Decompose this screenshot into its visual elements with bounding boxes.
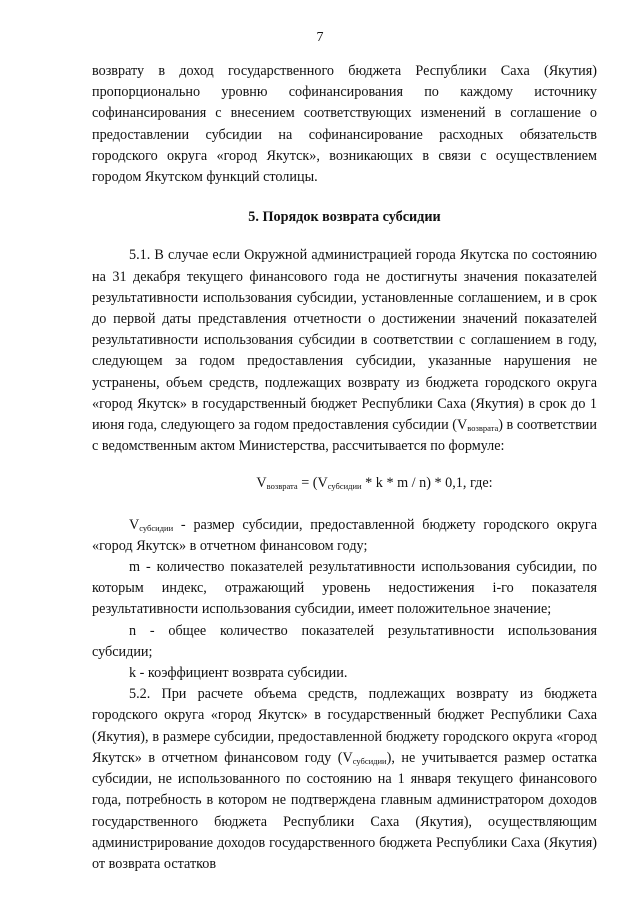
- subscript-vozvrata: возврата: [467, 423, 499, 434]
- formula-subscript-subsidii: субсидии: [327, 481, 362, 492]
- formula-end: * k * m / n) * 0,1, где:: [361, 475, 493, 492]
- definition-n: n - общее количество показателей результативности использования субсидии;: [92, 622, 597, 660]
- definition-v-symbol: V: [129, 516, 140, 533]
- formula-subscript-vozvrata: возврата: [266, 481, 298, 492]
- paragraph-5-2: [92, 684, 597, 875]
- subscript-subsidii: субсидии: [352, 755, 387, 766]
- formula-middle: = (V: [297, 475, 328, 492]
- paragraph-5-1-text-end: ) в соответствии с ведомственным актом Министерства, рассчитывается по формуле:: [92, 417, 597, 455]
- paragraph-continuation: возврату в доход государственного бюджета Республики Саха (Якутия) пропорционально уровню софинансирования по каждому источнику софинансирования с внесением соответствующих изменений в соглашение о предоставлении субсидии на софинансирование расходных обязательств городского округа «город Якутск», возникающих в связи с осуществлением городом Якутском функций столицы.: [92, 63, 597, 186]
- formula: [92, 473, 597, 494]
- definition-v-subscript: субсидии: [139, 522, 174, 533]
- document-body: [92, 61, 597, 875]
- section-heading: 5. Порядок возврата субсидии: [248, 209, 441, 226]
- definition-v: [92, 515, 597, 557]
- definition-m: m - количество показателей результативности использования субсидии, по которым индекс, отражающий уровень недостижения i-го показателя результативности использования субсидии, имеет положительное значение;: [92, 559, 597, 618]
- paragraph-5-1-text: 5.1. В случае если Окружной администрацией города Якутска по состоянию на 31 декабря текущего финансового года не достигнуты значения показателей результативности использования субсидии, установленные соглашением, и в срок до первой даты представления отчетности о достижении значений показателей результативности использования субсидии в соответствии с соглашением в году, следующем за годом предоставления субсидии, указанные нарушения не устранены, объем средств, подлежащих возврату из бюджета городского округа «город Якутск» в государственный бюджет Республики Саха (Якутия) в срок до 1 июня года, следующего за годом предоставления субсидии (V: [92, 247, 597, 434]
- formula-v: V: [256, 475, 267, 492]
- paragraph-5-2-text: 5.2. При расчете объема средств, подлежащих возврату из бюджета городского округа «город Якутск» в государственный бюджет Республики Саха (Якутия), в размере субсидии, предоставленной бюджету городского округа «город Якутск» в отчетном финансовом году (V: [92, 686, 597, 766]
- paragraph-5-2-text-end: ), не учитывается размер остатка субсидии, не использованного по состоянию на 1 января текущего финансового года, потребность в котором не подтверждена главным администратором доходов государственного бюджета Республики Саха (Якутия), осуществляющим администрирование доходов государственного бюджета Республики Саха (Якутия) от возврата остатков: [92, 749, 598, 872]
- definition-k: k - коэффициент возврата субсидии.: [129, 665, 348, 682]
- definition-v-text: - размер субсидии, предоставленной бюджету городского округа «город Якутск» в отчетном финансовом году;: [92, 516, 597, 554]
- paragraph-5-1: [92, 245, 597, 457]
- page-number: 7: [316, 30, 324, 45]
